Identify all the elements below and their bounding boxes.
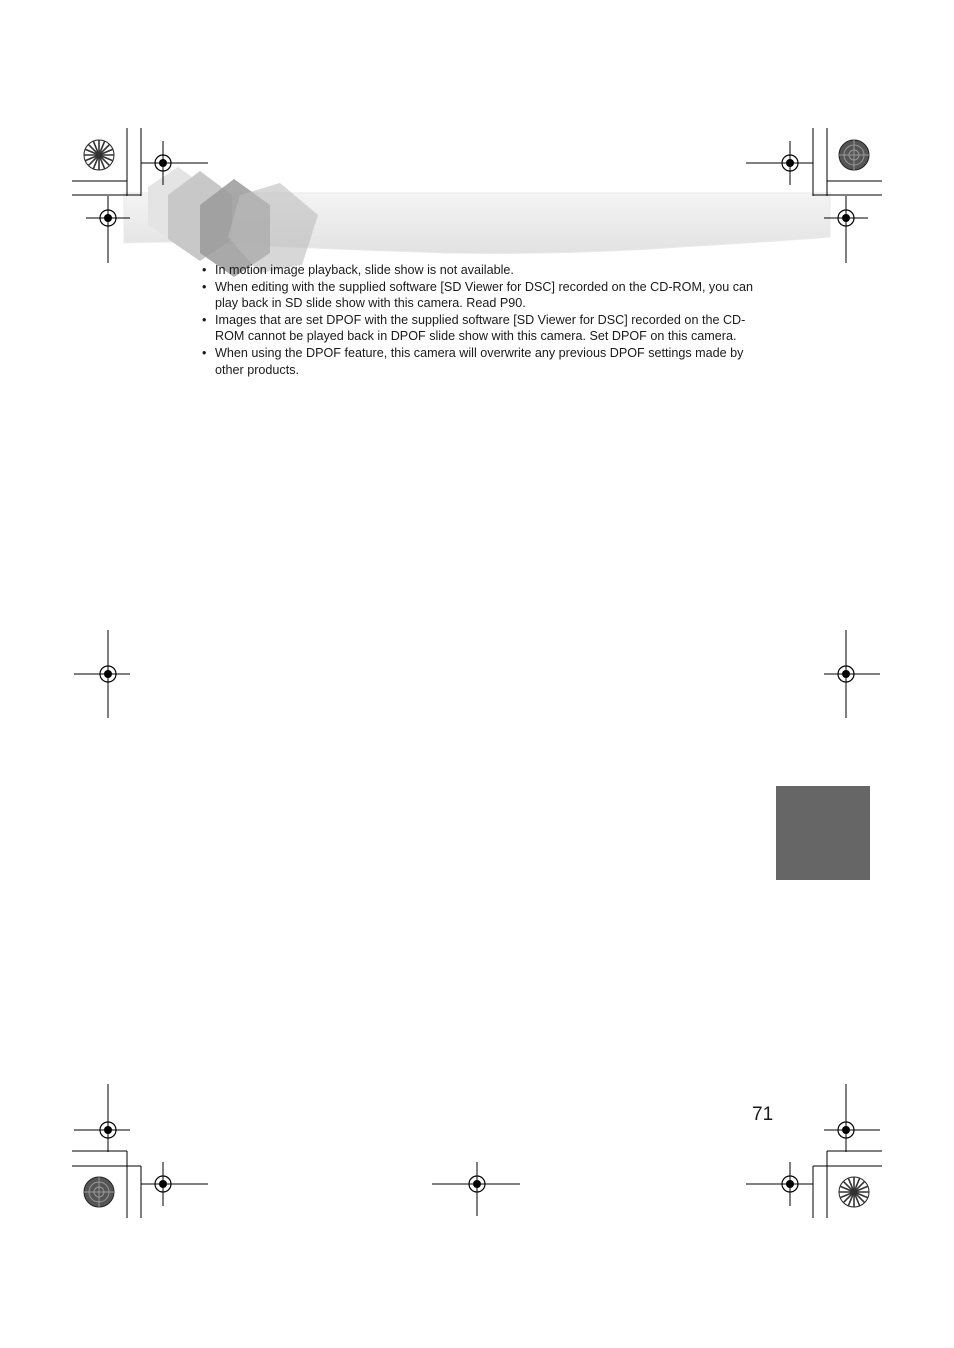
- notes-list: [202, 262, 754, 378]
- page-number: 71: [752, 1104, 774, 1125]
- bullet-glyph: •: [202, 345, 207, 360]
- bullet-glyph: •: [202, 263, 207, 277]
- section-tab: [776, 786, 870, 880]
- bullet-glyph: •: [202, 279, 207, 294]
- dark-target-top-right: [839, 140, 869, 170]
- list-item: [202, 345, 754, 378]
- note-text: When editing with the supplied software [SD Viewer for DSC] recorded on the CD-ROM, you can play back in SD slide show with this camera. Read P90.: [215, 279, 754, 311]
- list-item: [202, 312, 754, 345]
- note-text: Images that are set DPOF with the supplied software [SD Viewer for DSC] recorded on the CD-ROM cannot be played back in DPOF slide show with this camera. Set DPOF on this camera.: [215, 312, 746, 344]
- star-target-top-left: [84, 140, 114, 170]
- note-text: In motion image playback, slide show is not available.: [215, 263, 514, 277]
- list-item: [202, 262, 754, 279]
- note-text: When using the DPOF feature, this camera will overwrite any previous DPOF settings made by other products.: [215, 345, 744, 377]
- bullet-glyph: •: [202, 312, 207, 327]
- star-target-bottom-right: [839, 1177, 869, 1207]
- dark-target-bottom-left: [84, 1177, 114, 1207]
- list-item: [202, 279, 754, 312]
